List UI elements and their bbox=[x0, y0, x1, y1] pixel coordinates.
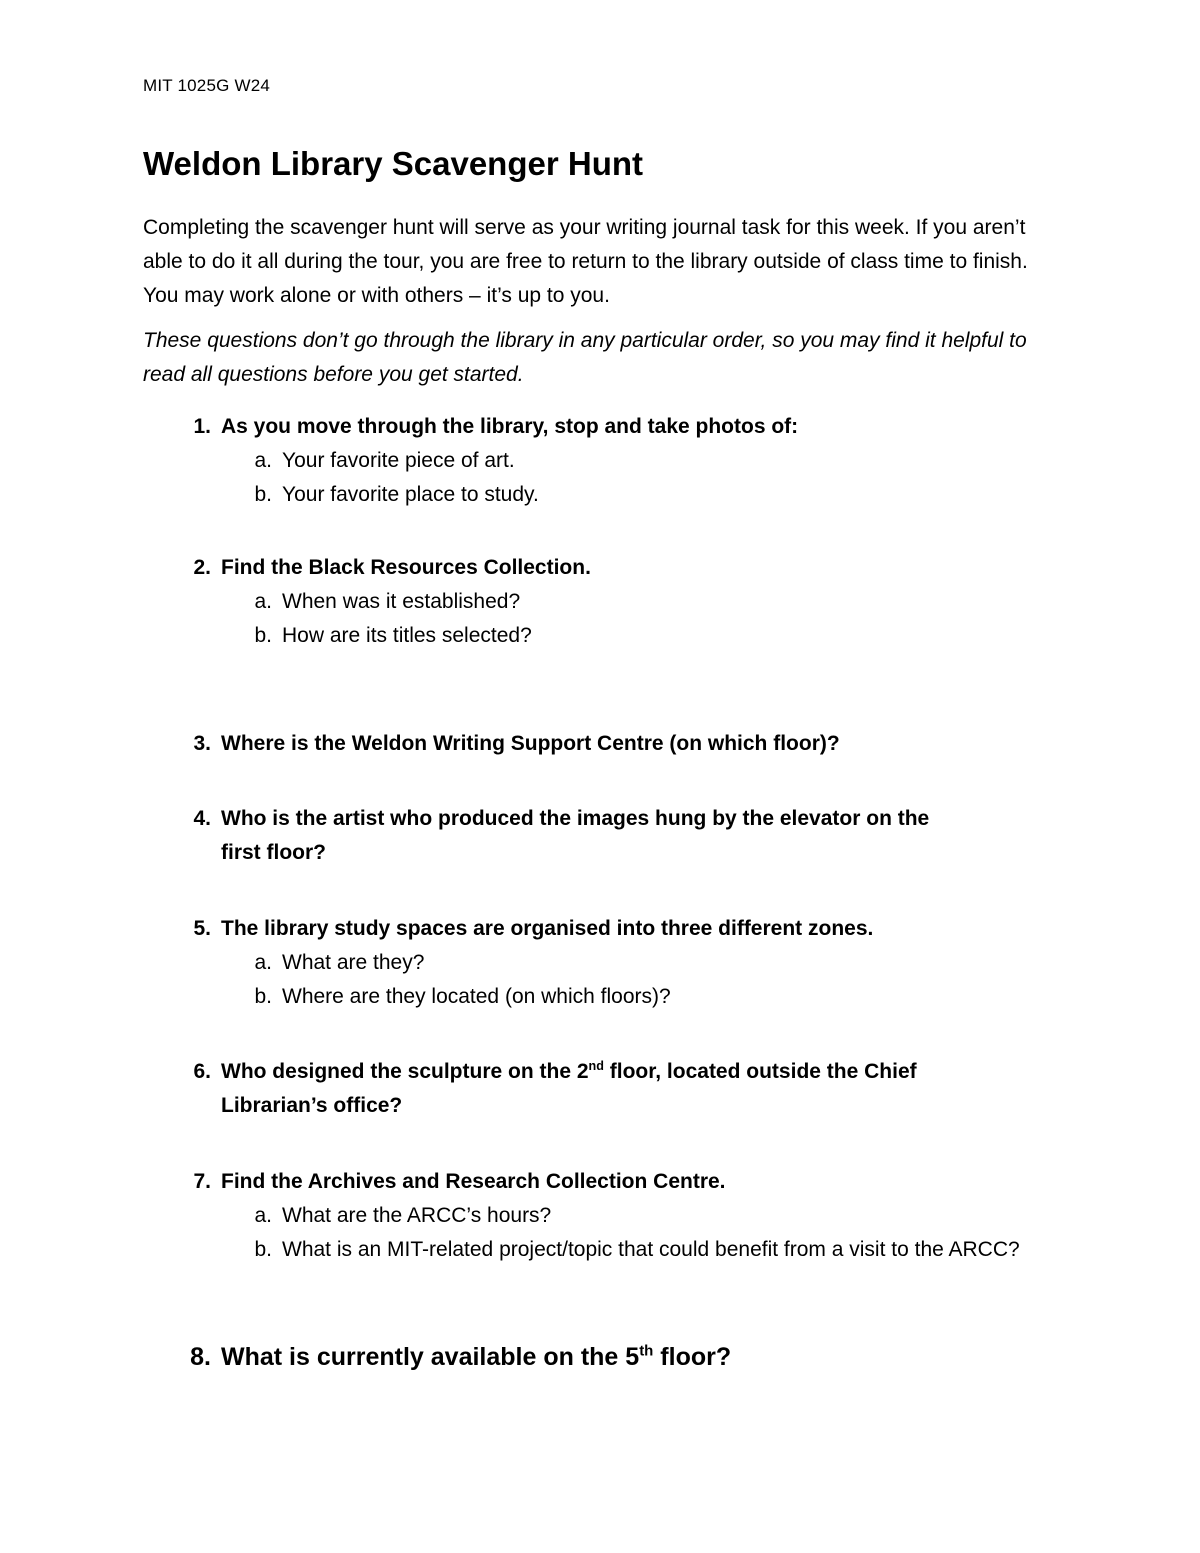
question-number: 1. bbox=[193, 415, 211, 438]
question-text: The library study spaces are organised into three different zones. bbox=[221, 917, 874, 940]
sub-question bbox=[143, 444, 1063, 478]
question-1 bbox=[143, 410, 1063, 512]
sub-question-text: When was it established? bbox=[282, 590, 521, 613]
instructions-note: These questions don’t go through the library in any particular order, so you may find it helpful to read all questions before you get started. bbox=[143, 329, 1027, 386]
question-number: 6. bbox=[193, 1060, 211, 1083]
question-number: 7. bbox=[193, 1170, 211, 1193]
question-text-part: floor, located outside the Chief bbox=[603, 1060, 917, 1083]
sub-question bbox=[143, 1233, 1063, 1267]
sub-question bbox=[143, 980, 1063, 1014]
ordinal-suffix: nd bbox=[588, 1059, 604, 1073]
sub-question-label: a. bbox=[254, 951, 272, 974]
question-text-continued: first floor? bbox=[221, 841, 326, 864]
question-7 bbox=[143, 1165, 1063, 1267]
question-text: Where is the Weldon Writing Support Centre (on which floor)? bbox=[221, 732, 840, 755]
ordinal-suffix: th bbox=[639, 1342, 654, 1360]
sub-question-text: What is an MIT-related project/topic that could benefit from a visit to the ARCC? bbox=[282, 1238, 1020, 1261]
sub-question-label: b. bbox=[254, 624, 272, 647]
sub-question bbox=[143, 619, 1063, 653]
question-text-part: floor? bbox=[653, 1343, 732, 1371]
question-number: 5. bbox=[193, 917, 211, 940]
question-text bbox=[211, 1055, 917, 1089]
sub-question-label: b. bbox=[254, 1238, 272, 1261]
question-number: 2. bbox=[193, 556, 211, 579]
sub-question-label: b. bbox=[254, 985, 272, 1008]
question-text bbox=[211, 1340, 731, 1374]
question-text: Who is the artist who produced the images hung by the elevator on the bbox=[221, 807, 930, 830]
sub-question-text: What are the ARCC’s hours? bbox=[282, 1204, 552, 1227]
question-text: Find the Black Resources Collection. bbox=[221, 556, 591, 579]
question-2 bbox=[143, 551, 1063, 653]
sub-question-text: Your favorite piece of art. bbox=[282, 449, 515, 472]
question-8 bbox=[143, 1340, 1063, 1374]
course-header: MIT 1025G W24 bbox=[143, 76, 271, 95]
sub-question-text: Your favorite place to study. bbox=[282, 483, 539, 506]
question-4 bbox=[143, 802, 1063, 870]
question-number: 3. bbox=[193, 732, 211, 755]
question-text: As you move through the library, stop and take photos of: bbox=[221, 415, 799, 438]
question-text-part: What is currently available on the 5 bbox=[221, 1343, 640, 1371]
sub-question-label: a. bbox=[254, 449, 272, 472]
question-number: 8. bbox=[190, 1343, 211, 1371]
sub-question-label: a. bbox=[254, 1204, 272, 1227]
question-6 bbox=[143, 1055, 1063, 1123]
intro-paragraph: Completing the scavenger hunt will serve as your writing journal task for this week. If you aren’t able to do it all during the tour, you are free to return to the library outside of class time to finish. You may work alone or with others – it’s up to you. bbox=[143, 216, 1028, 307]
question-number: 4. bbox=[193, 807, 211, 830]
question-text: Find the Archives and Research Collection Centre. bbox=[221, 1170, 726, 1193]
sub-question bbox=[143, 946, 1063, 980]
question-text-continued: Librarian’s office? bbox=[221, 1094, 403, 1117]
sub-question bbox=[143, 1199, 1063, 1233]
sub-question-label: b. bbox=[254, 483, 272, 506]
sub-question-text: How are its titles selected? bbox=[282, 624, 532, 647]
sub-question bbox=[143, 585, 1063, 619]
sub-question bbox=[143, 478, 1063, 512]
page-title: Weldon Library Scavenger Hunt bbox=[143, 145, 643, 182]
question-5 bbox=[143, 912, 1063, 1014]
question-text-part: Who designed the sculpture on the 2 bbox=[221, 1060, 589, 1083]
sub-question-text: Where are they located (on which floors)? bbox=[282, 985, 671, 1008]
question-3 bbox=[143, 727, 1063, 761]
sub-question-text: What are they? bbox=[282, 951, 425, 974]
sub-question-label: a. bbox=[254, 590, 272, 613]
